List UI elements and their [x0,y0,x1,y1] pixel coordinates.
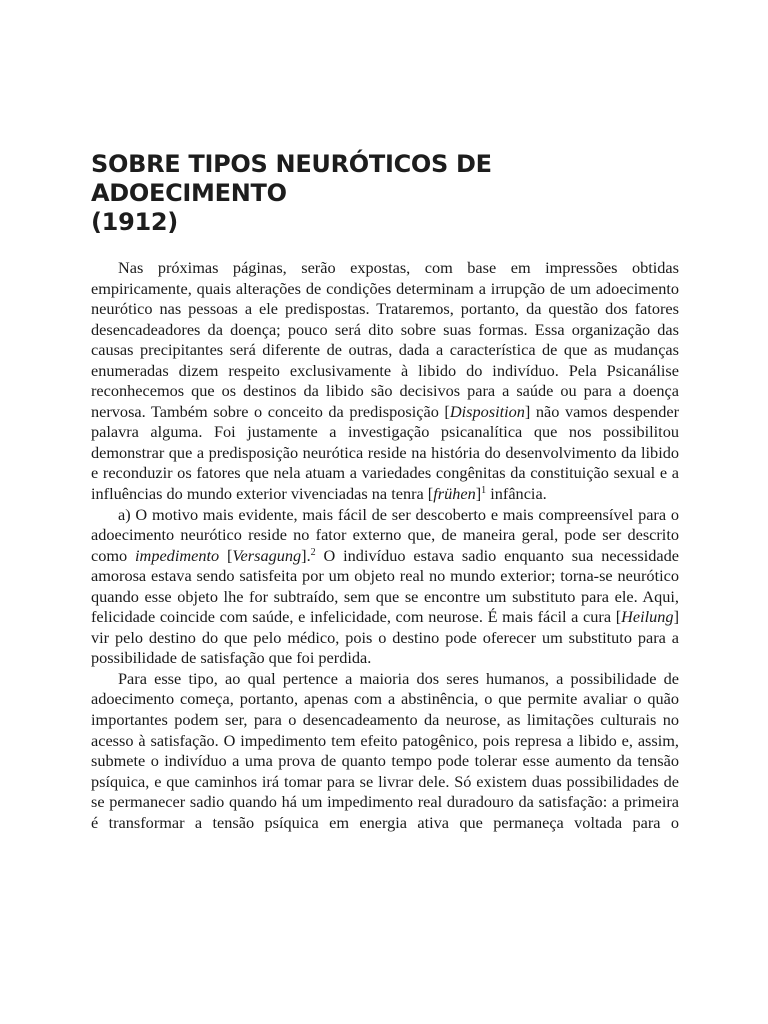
italic-term: impedimento [135,545,220,565]
italic-term: Heilung [621,607,674,627]
text-run: infância. [486,484,547,504]
footnote-ref: 1 [481,485,487,497]
italic-term: Disposition [449,401,525,421]
paragraph [91,669,679,833]
text-run: [ [219,545,233,565]
text-run: O indivíduo estava sadio enquanto sua necessidade amorosa estava sendo satisfeita por um objeto real no mundo exterior; torna-se neurótico quando esse objeto lhe for subtraído, sem que se encontre um substituto para ele. Aqui, felicidade coincide com saúde, e infelicidade, com neurose. É mais fácil a cura [ [91,545,679,627]
chapter-title-line: SOBRE TIPOS NEURÓTICOS DE ADOECIMENTO [91,150,492,207]
text-run: ]. [301,545,311,565]
chapter-title [91,150,691,237]
text-run: a) O motivo mais evidente, mais fácil de ser descoberto e mais compreensível para o adoecimento neurótico reside no fator externo que, de maneira geral, pode ser descrito como [91,504,679,565]
text-run: Para esse tipo, ao qual pertence a maioria dos seres humanos, a possibilidade de adoecimento começa, portanto, apenas com a abstinência, o que permite avaliar o quão importantes podem ser, para o desencadeamento da neurose, as limitações culturais no acesso à satisfação. O impedimento tem efeito patogênico, pois represa a libido e, assim, submete o indivíduo a uma prova de quanto tempo pode tolerar esse aumento da tensão psíquica, e que caminhos irá tomar para se livrar dele. Só existem duas possibilidades de se permanecer sadio quando há um impedimento real duradouro da satisfação: a primeira é transformar a tensão psíquica em energia ativa que permaneça voltada para o [91,668,679,832]
footnote-ref: 2 [310,546,316,558]
paragraph [91,505,679,669]
body-text [91,258,679,833]
text-run: ] [475,484,482,504]
text-run: ] vir pelo destino do que pelo médico, pois o destino pode oferecer um substituto para a possibilidade de satisfação que foi perdida. [91,607,679,668]
paragraph [91,258,679,505]
italic-term: Versagung [232,545,302,565]
italic-term: frühen [433,484,476,504]
text-run: Nas próximas páginas, serão expostas, com base em impressões obtidas empiricamente, quais alterações de condições determinam a irrupção de um adoecimento neurótico nas pessoas a ele predispostas. Trataremos, portanto, da questão dos fatores desencadeadores da doença; pouco será dito sobre suas formas. Essa organização das causas precipitantes será diferente de outras, dada a característica de que as mudanças enumeradas dizem respeito exclusivamente à libido do indivíduo. Pela Psicanálise reconhecemos que os destinos da libido são decisivos para a saúde ou para a doença nervosa. Também sobre o conceito da predisposição [ [91,258,679,421]
chapter-title-year: (1912) [91,208,178,236]
text-run: ] não vamos despender palavra alguma. Foi justamente a investigação psicanalítica que nos possibilitou demonstrar que a predisposição neurótica reside na história do desenvolvimento da libido e reconduzir os fatores que nela atuam a variedades congênitas da constituição sexual e a influências do mundo exterior vivenciadas na tenra [ [91,401,679,504]
